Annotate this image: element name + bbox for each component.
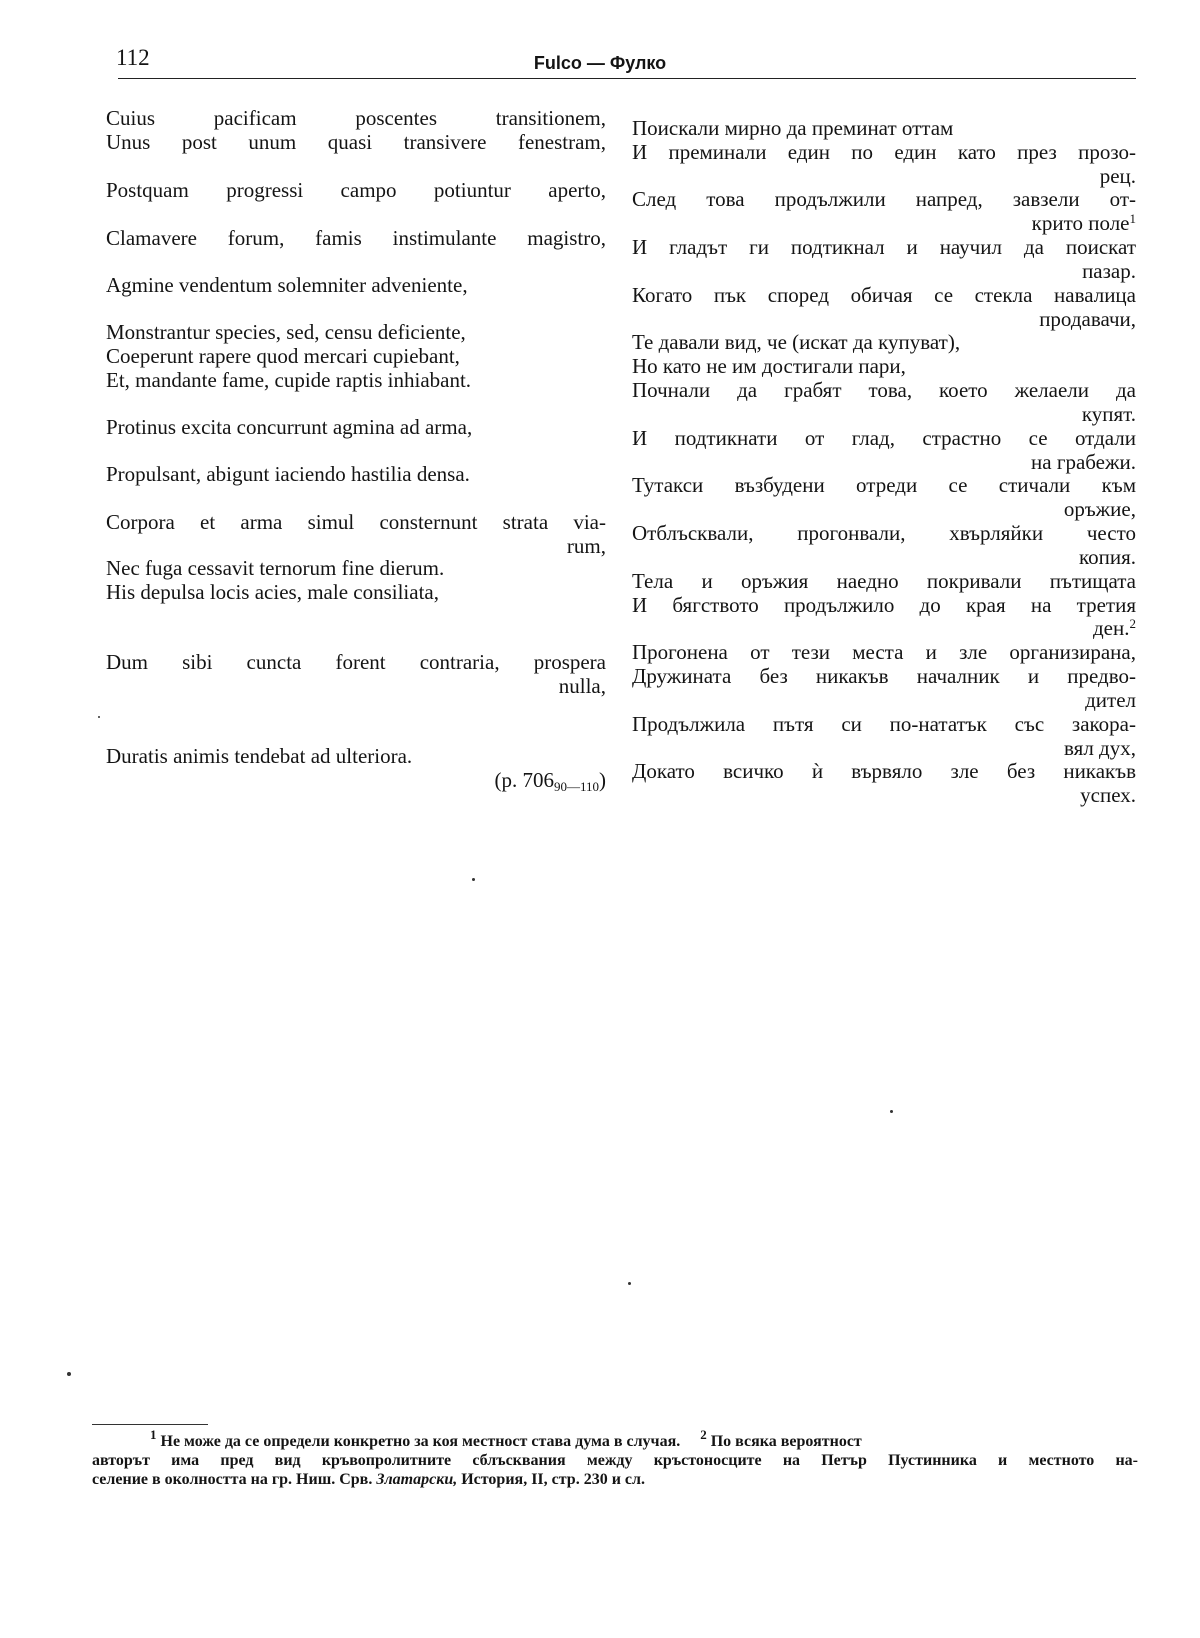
latin-line: Propulsant, abigunt iaciendo hastilia densa. [106, 462, 470, 486]
scan-speck [890, 1110, 893, 1113]
scan-speck [98, 716, 100, 718]
bulgarian-line: И подтикнати от глад, страстно се отдали [632, 426, 1136, 450]
bulgarian-line: Те давали вид, че (искат да купуват), [632, 330, 961, 354]
bulgarian-line: на грабежи. [1031, 450, 1136, 474]
bulgarian-line: Когато пък според обичая се стекла навалица [632, 283, 1136, 307]
cited-author: Златарски, [376, 1471, 458, 1488]
latin-line: Corpora et arma simul consternunt strata via- [106, 510, 606, 534]
footnote-line: авторът има пред вид кръвопролитните сблъсквания между кръстоносците на Петър Пустинника и местното на- [92, 1452, 1138, 1469]
latin-line: rum, [566, 534, 606, 558]
bulgarian-line: оръжие, [1063, 497, 1136, 521]
latin-line: Nec fuga cessavit ternorum fine dierum. [106, 556, 445, 580]
bulgarian-line: продавачи, [1039, 307, 1136, 331]
bulgarian-line: купят. [1081, 402, 1136, 426]
bulgarian-line-text: крито поле [1031, 211, 1130, 235]
bulgarian-line [632, 211, 1136, 235]
reference-subscript: 90—110 [553, 779, 599, 794]
footnote-ref: 2 [1129, 616, 1136, 631]
footnote-line [92, 1470, 1138, 1489]
bulgarian-line: Отблъсквали, прогонвали, хвърляйки често [632, 521, 1136, 545]
bulgarian-line: Но като не им достигали пари, [632, 354, 906, 378]
footnote-mark: 1 [150, 1427, 157, 1442]
footnote-text: История, II, стр. 230 и сл. [461, 1471, 645, 1488]
bulgarian-line: Прогонена от тези места и зле организирана, [632, 640, 1136, 664]
latin-line: Unus post unum quasi transivere fenestram, [106, 130, 606, 154]
latin-line: Dum sibi cuncta forent contraria, prospera [106, 650, 606, 674]
footnote-mark: 2 [700, 1427, 707, 1442]
bulgarian-line: Почнали да грабят това, което желаели да [632, 378, 1136, 402]
bulgarian-line: Дружината без никакъв началник и предво- [632, 664, 1136, 688]
latin-line: Monstrantur species, sed, censu deficiente, [106, 320, 466, 344]
bulgarian-line: И бягството продължило до края на третия [632, 593, 1136, 617]
reference-prefix: (p. 706 [494, 768, 554, 792]
latin-line: Cuius pacificam poscentes transitionem, [106, 106, 606, 130]
latin-line: Agmine vendentum solemniter adveniente, [106, 273, 468, 297]
bulgarian-line: пазар. [1082, 259, 1136, 283]
latin-line: nulla, [558, 674, 606, 698]
scan-speck [628, 1282, 631, 1285]
bulgarian-line [632, 616, 1136, 640]
latin-line: Clamavere forum, famis instimulante magistro, [106, 226, 606, 250]
latin-line: Postquam progressi campo potiuntur aperto, [106, 178, 606, 202]
bulgarian-line: И преминали един по един като през прозо- [632, 140, 1136, 164]
page-number: 112 [116, 45, 150, 70]
bulgarian-line: дител [1085, 688, 1136, 712]
reference-suffix: ) [599, 768, 606, 792]
footnote-1-text: Не може да се определи конкретно за коя местност става дума в случая. [160, 1433, 681, 1450]
latin-line: Et, mandante fame, cupide raptis inhiabant. [106, 368, 472, 392]
scan-speck [472, 878, 475, 881]
footnote-2-text: По всяка вероятност [710, 1433, 862, 1450]
latin-line: Protinus excita concurrunt agmina ad arma, [106, 415, 473, 439]
footnote-text: селение в околността на гр. Ниш. Срв. [92, 1471, 373, 1488]
page-reference [106, 768, 606, 792]
bulgarian-line: Докато всичко ѝ вървяло зле без никакъв [632, 759, 1136, 783]
header-rule [118, 78, 1136, 79]
bulgarian-line: вял дух, [1064, 736, 1136, 760]
running-title: Fulco — Фулко [533, 53, 667, 73]
bulgarian-line: Тела и оръжия наедно покривали пътищата [632, 569, 1136, 593]
footnote-rule [92, 1424, 208, 1425]
bulgarian-line: успех. [1080, 783, 1136, 807]
bulgarian-line: Поискали мирно да преминат оттам [632, 116, 954, 140]
latin-line: His depulsa locis acies, male consiliata, [106, 580, 439, 604]
bulgarian-line: Продължила пътя си по-нататък със закора- [632, 712, 1136, 736]
scan-speck [67, 1372, 71, 1376]
latin-line: Coeperunt rapere quod mercari cupiebant, [106, 344, 460, 368]
bulgarian-line: И гладът ги подтикнал и научил да поискат [632, 235, 1136, 259]
footnote-line [92, 1427, 1138, 1451]
bulgarian-line: След това продължили напред, завзели от- [632, 187, 1136, 211]
bulgarian-line: копия. [1078, 545, 1136, 569]
latin-line: Duratis animis tendebat ad ulteriora. [106, 744, 413, 768]
footnote-ref: 1 [1129, 211, 1136, 226]
bulgarian-line: Тутакси възбудени отреди се стичали към [632, 473, 1136, 497]
bulgarian-line: рец. [1099, 164, 1136, 188]
bulgarian-line-text: ден. [1093, 616, 1130, 640]
